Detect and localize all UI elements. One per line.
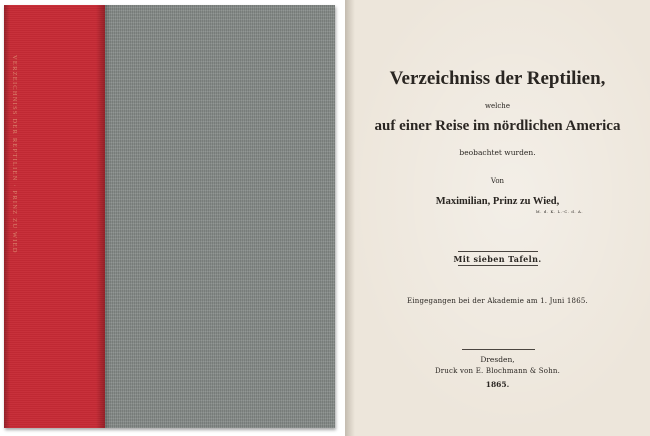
plates-rule-top — [458, 251, 538, 252]
plates-note: Mit sieben Tafeln. — [453, 254, 542, 264]
imprint-rule — [462, 349, 535, 350]
imprint-year: 1865. — [485, 380, 510, 389]
by-text: Von — [490, 177, 505, 185]
imprint-place: Dresden, — [480, 355, 515, 364]
connector-text: welche — [485, 102, 510, 110]
author-honors: M. d. K. L.-C. d. A. — [535, 209, 584, 214]
book-cover — [4, 5, 335, 428]
page-title: Verzeichniss der Reptilien, — [389, 68, 606, 89]
cover-board — [105, 5, 335, 428]
plates-rule-bottom — [458, 265, 538, 266]
observed-text: beobachtet wurden. — [459, 148, 536, 157]
page-subtitle: auf einer Reise im nördlichen America — [374, 118, 621, 134]
book-spine — [4, 5, 105, 428]
received-note: Eingegangen bei der Akademie am 1. Juni 1865. — [407, 297, 588, 305]
imprint-printer: Druck von E. Blochmann & Sohn. — [434, 367, 561, 375]
title-page — [345, 0, 650, 436]
author-name: Maximilian, Prinz zu Wied, — [435, 196, 560, 207]
spine-title: VERZEICHNISS DER REPTILIEN · PRINZ ZU WIED — [11, 55, 18, 254]
